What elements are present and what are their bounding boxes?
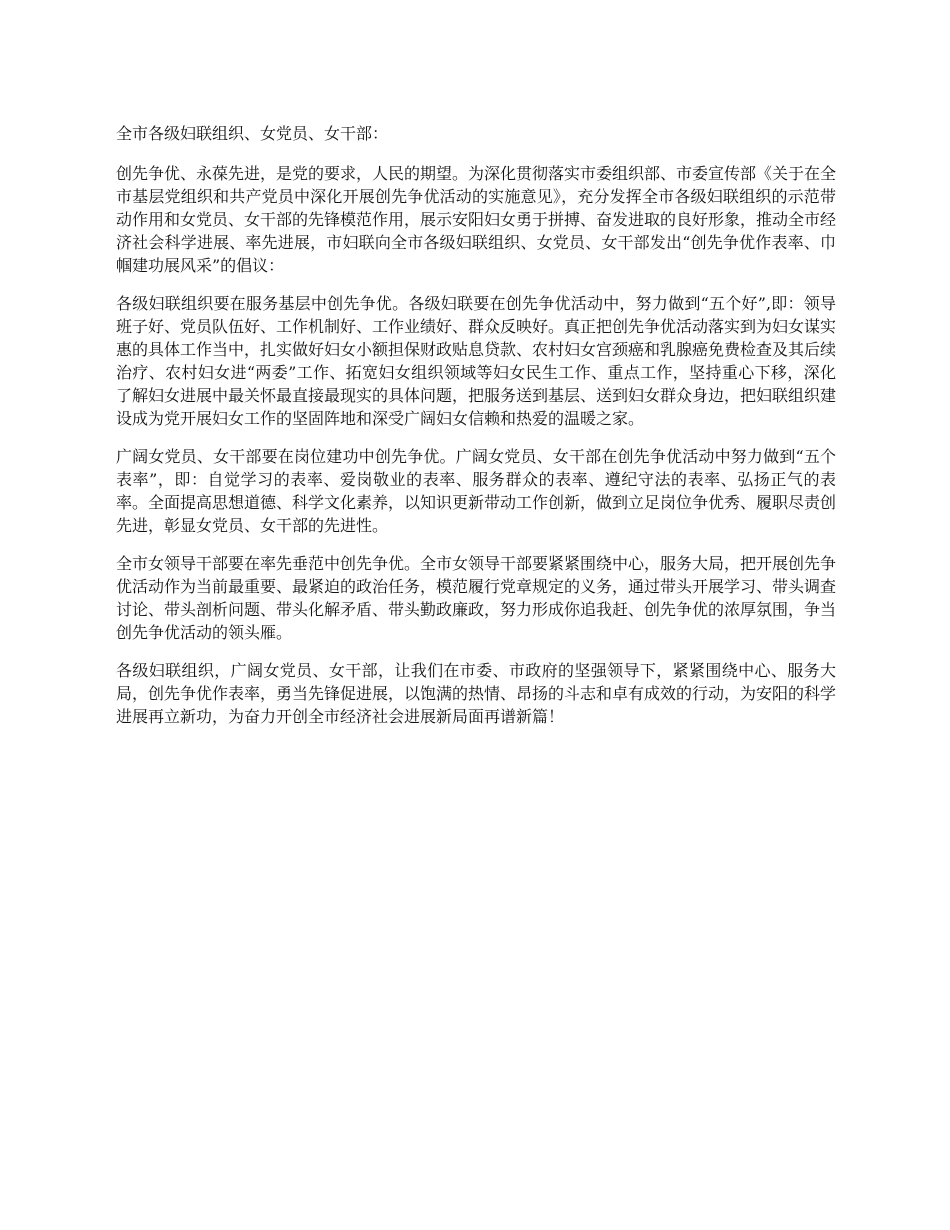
salutation: 全市各级妇联组织、女党员、女干部：: [116, 124, 389, 143]
document-body: [116, 124, 836, 728]
paragraph-intro: 创先争优、永葆先进，是党的要求，人民的期望。为深化贯彻落实市委组织部、市委宣传部《关于在全市基层党组织和共产党员中深化开展创先争优活动的实施意见》，充分发挥全市各级妇联组织的示范带动作用和女党员、女干部的先锋模范作用，展示安阳妇女勇于拼搏、奋发进取的良好形象，推动全市经济社会科学进展、率先进展，市妇联向全市各级妇联组织、女党员、女干部发出“创先争优作表率、巾帼建功展风采”的倡议：: [116, 164, 837, 275]
paragraph-closing: 各级妇联组织，广阔女党员、女干部，让我们在市委、市政府的坚强领导下，紧紧围绕中心、服务大局，创先争优作表率，勇当先锋促进展，以饱满的热情、昂扬的斗志和卓有成效的行动，为安阳的科学进展再立新功，为奋力开创全市经济社会进展新局面再谱新篇！: [116, 661, 837, 726]
paragraph-female-party-members: 广阔女党员、女干部要在岗位建功中创先争优。广阔女党员、女干部在创先争优活动中努力做到“五个表率”，即：自觉学习的表率、爱岗敬业的表率、服务群众的表率、遵纪守法的表率、弘扬正气的表率。全面提高思想道德、科学文化素养，以知识更新带动工作创新，做到立足岗位争优秀、履职尽责创先进，彰显女党员、女干部的先进性。: [116, 447, 837, 535]
paragraph-female-leaders: 全市女领导干部要在率先垂范中创先争优。全市女领导干部要紧紧围绕中心，服务大局，把开展创先争优活动作为当前最重要、最紧迫的政治任务，模范履行党章规定的义务，通过带头开展学习、带头调查讨论、带头剖析问题、带头化解矛盾、带头勤政廉政，努力形成你追我赶、创先争优的浓厚氛围，争当创先争优活动的领头雁。: [116, 554, 837, 642]
paragraph-womens-federation: 各级妇联组织要在服务基层中创先争优。各级妇联要在创先争优活动中，努力做到“五个好”,即：领导班子好、党员队伍好、工作机制好、工作业绩好、群众反映好。真正把创先争优活动落实到为妇女谋实惠的具体工作当中，扎实做好妇女小额担保财政贴息贷款、农村妇女宫颈癌和乳腺癌免费检查及其后续治疗、农村妇女进“两委”工作、拓宽妇女组织领域等妇女民生工作、重点工作，坚持重心下移，深化了解妇女进展中最关怀最直接最现实的具体问题，把服务送到基层、送到妇女群众身边，把妇联组织建设成为党开展妇女工作的坚固阵地和深受广阔妇女信赖和热爱的温暖之家。: [116, 294, 837, 428]
